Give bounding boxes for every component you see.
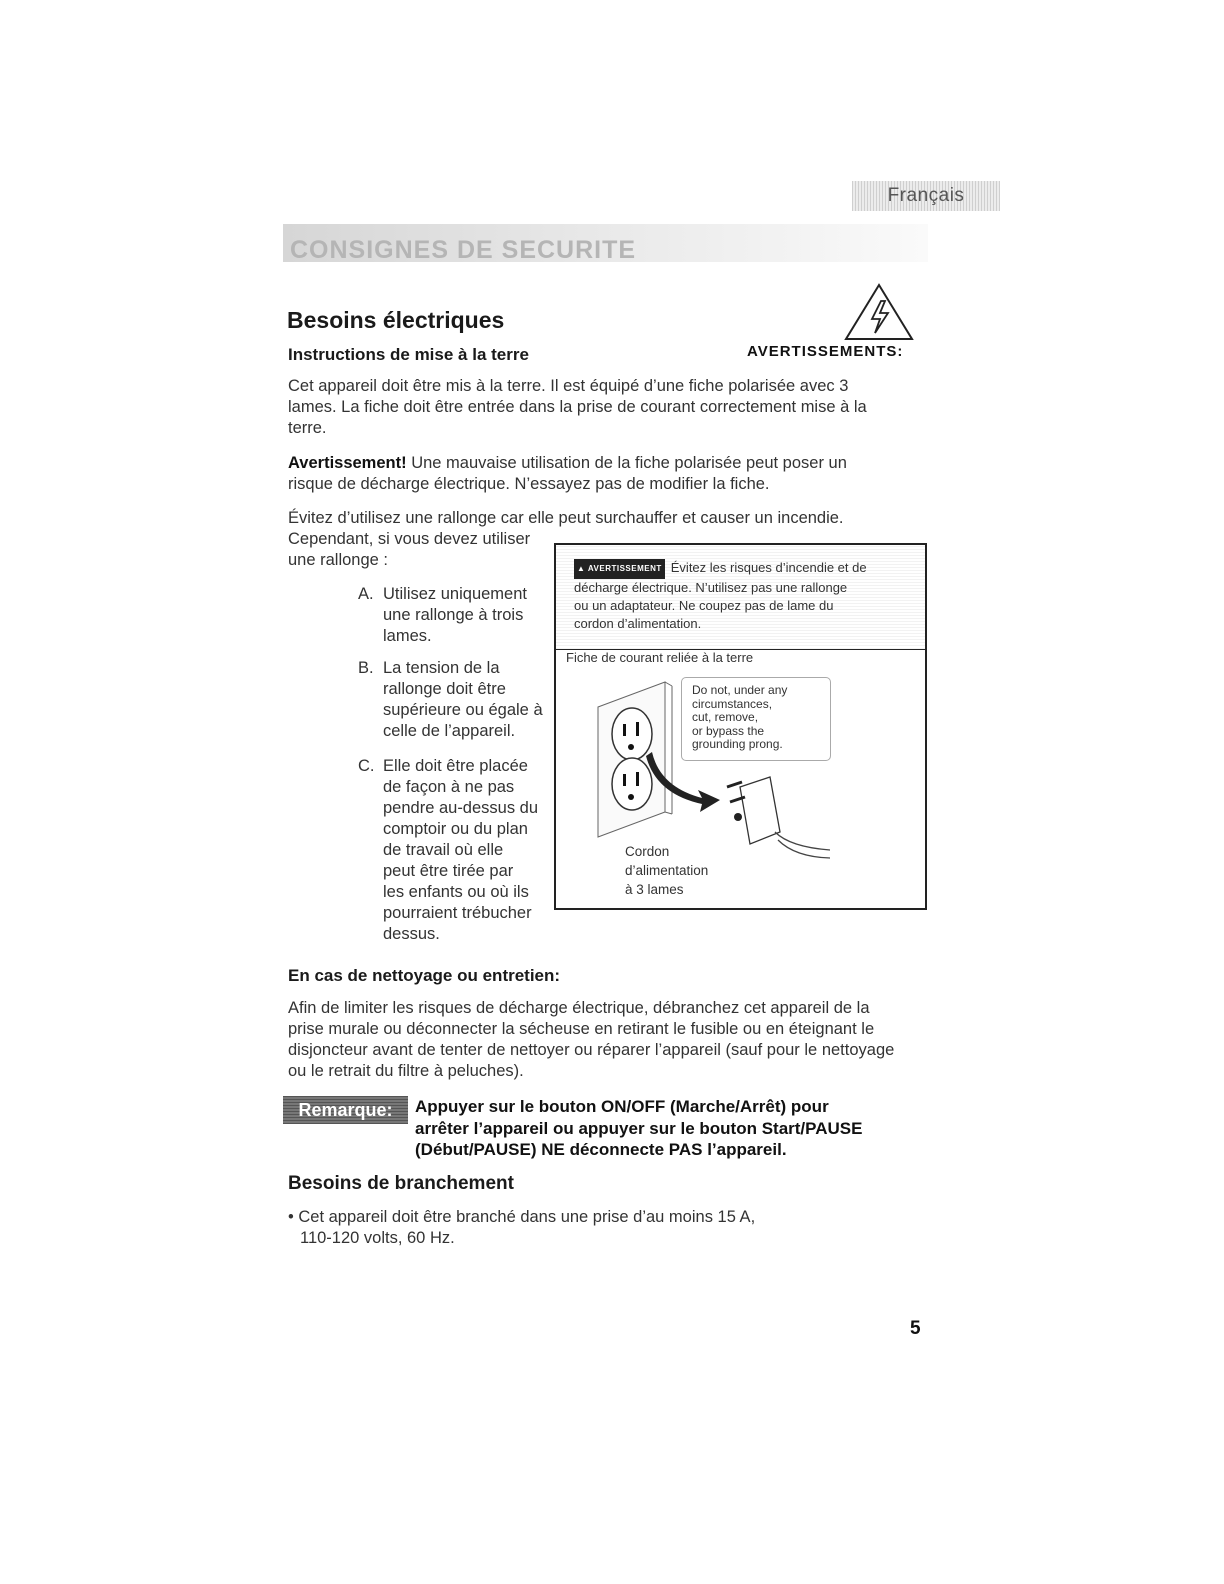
warning-badge: ▲ AVERTISSEMENT: [574, 559, 665, 579]
electric-warning-icon: [844, 283, 914, 341]
grounding-paragraph: Cet appareil doit être mis à la terre. Il est équipé d’une fiche polarisée avec 3 lames. La fiche doit être entrée dans la prise de courant correctement mise à la terre.: [288, 377, 867, 437]
note-text: Appuyer sur le bouton ON/OFF (Marche/Arrêt) pour arrêter l’appareil ou appuyer sur le bouton Start/PAUSE (Début/PAUSE) NE déconnecte PAS l’appareil.: [415, 1097, 863, 1159]
page-number: 5: [910, 1318, 921, 1339]
connection-bullet: • Cet appareil doit être branché dans une prise d’au moins 15 A, 110-120 volts, 60 Hz.: [288, 1208, 756, 1247]
list-item-a: A. Utilisez uniquement une rallonge à trois lames.: [358, 585, 527, 645]
list-item-c: C. Elle doit être placée de façon à ne pas pendre au-dessus du comptoir ou du plan de travail où elle peut être tirée par les enfants ou où ils pourraient trébucher dessus.: [358, 757, 539, 943]
electrical-title: Besoins électriques: [287, 307, 505, 333]
cleaning-paragraph: Afin de limiter les risques de décharge électrique, débranchez cet appareil de la prise murale ou déconnecter la sécheuse en retirant le fusible ou en éteignant le disjoncteur avant de tenter de nettoyer ou réparer l’appareil (sauf pour le nettoyage ou le retrait du filtre à peluches).: [288, 999, 895, 1080]
grounding-subtitle: Instructions de mise à la terre: [288, 345, 529, 364]
note-badge: Remarque:: [283, 1096, 408, 1124]
callout-bubble: Do not, under any circumstances, cut, remove, or bypass the grounding prong.: [681, 677, 831, 761]
section-title: CONSIGNES DE SECURITE: [290, 236, 637, 264]
cleaning-title: En cas de nettoyage ou entretien:: [288, 966, 561, 985]
language-tab: Français: [852, 181, 1000, 211]
warning-paragraph: Avertissement! Une mauvaise utilisation de la fiche polarisée peut poser un risque de décharge électrique. N’essayez pas de modifier la fiche.: [288, 454, 847, 493]
list-item-b: B. La tension de la rallonge doit être supérieure ou égale à celle de l’appareil.: [358, 659, 543, 740]
connection-title: Besoins de branchement: [288, 1173, 514, 1194]
cord-label: Cordon d’alimentation à 3 lames: [625, 844, 709, 897]
figure-caption: Fiche de courant reliée à la terre: [566, 650, 754, 665]
extension-paragraph: Évitez d’utilisez une rallonge car elle peut surchauffer et causer un incendie. Cependant, si vous devez utiliser une rallonge :: [288, 509, 844, 569]
warning-box-text: ▲ AVERTISSEMENT Évitez les risques d’incendie et de décharge électrique. N’utilisez pas une rallonge ou un adaptateur. Ne coupez pas de lame du cordon d’alimentation.: [574, 560, 867, 631]
warnings-label: AVERTISSEMENTS:: [747, 343, 904, 360]
